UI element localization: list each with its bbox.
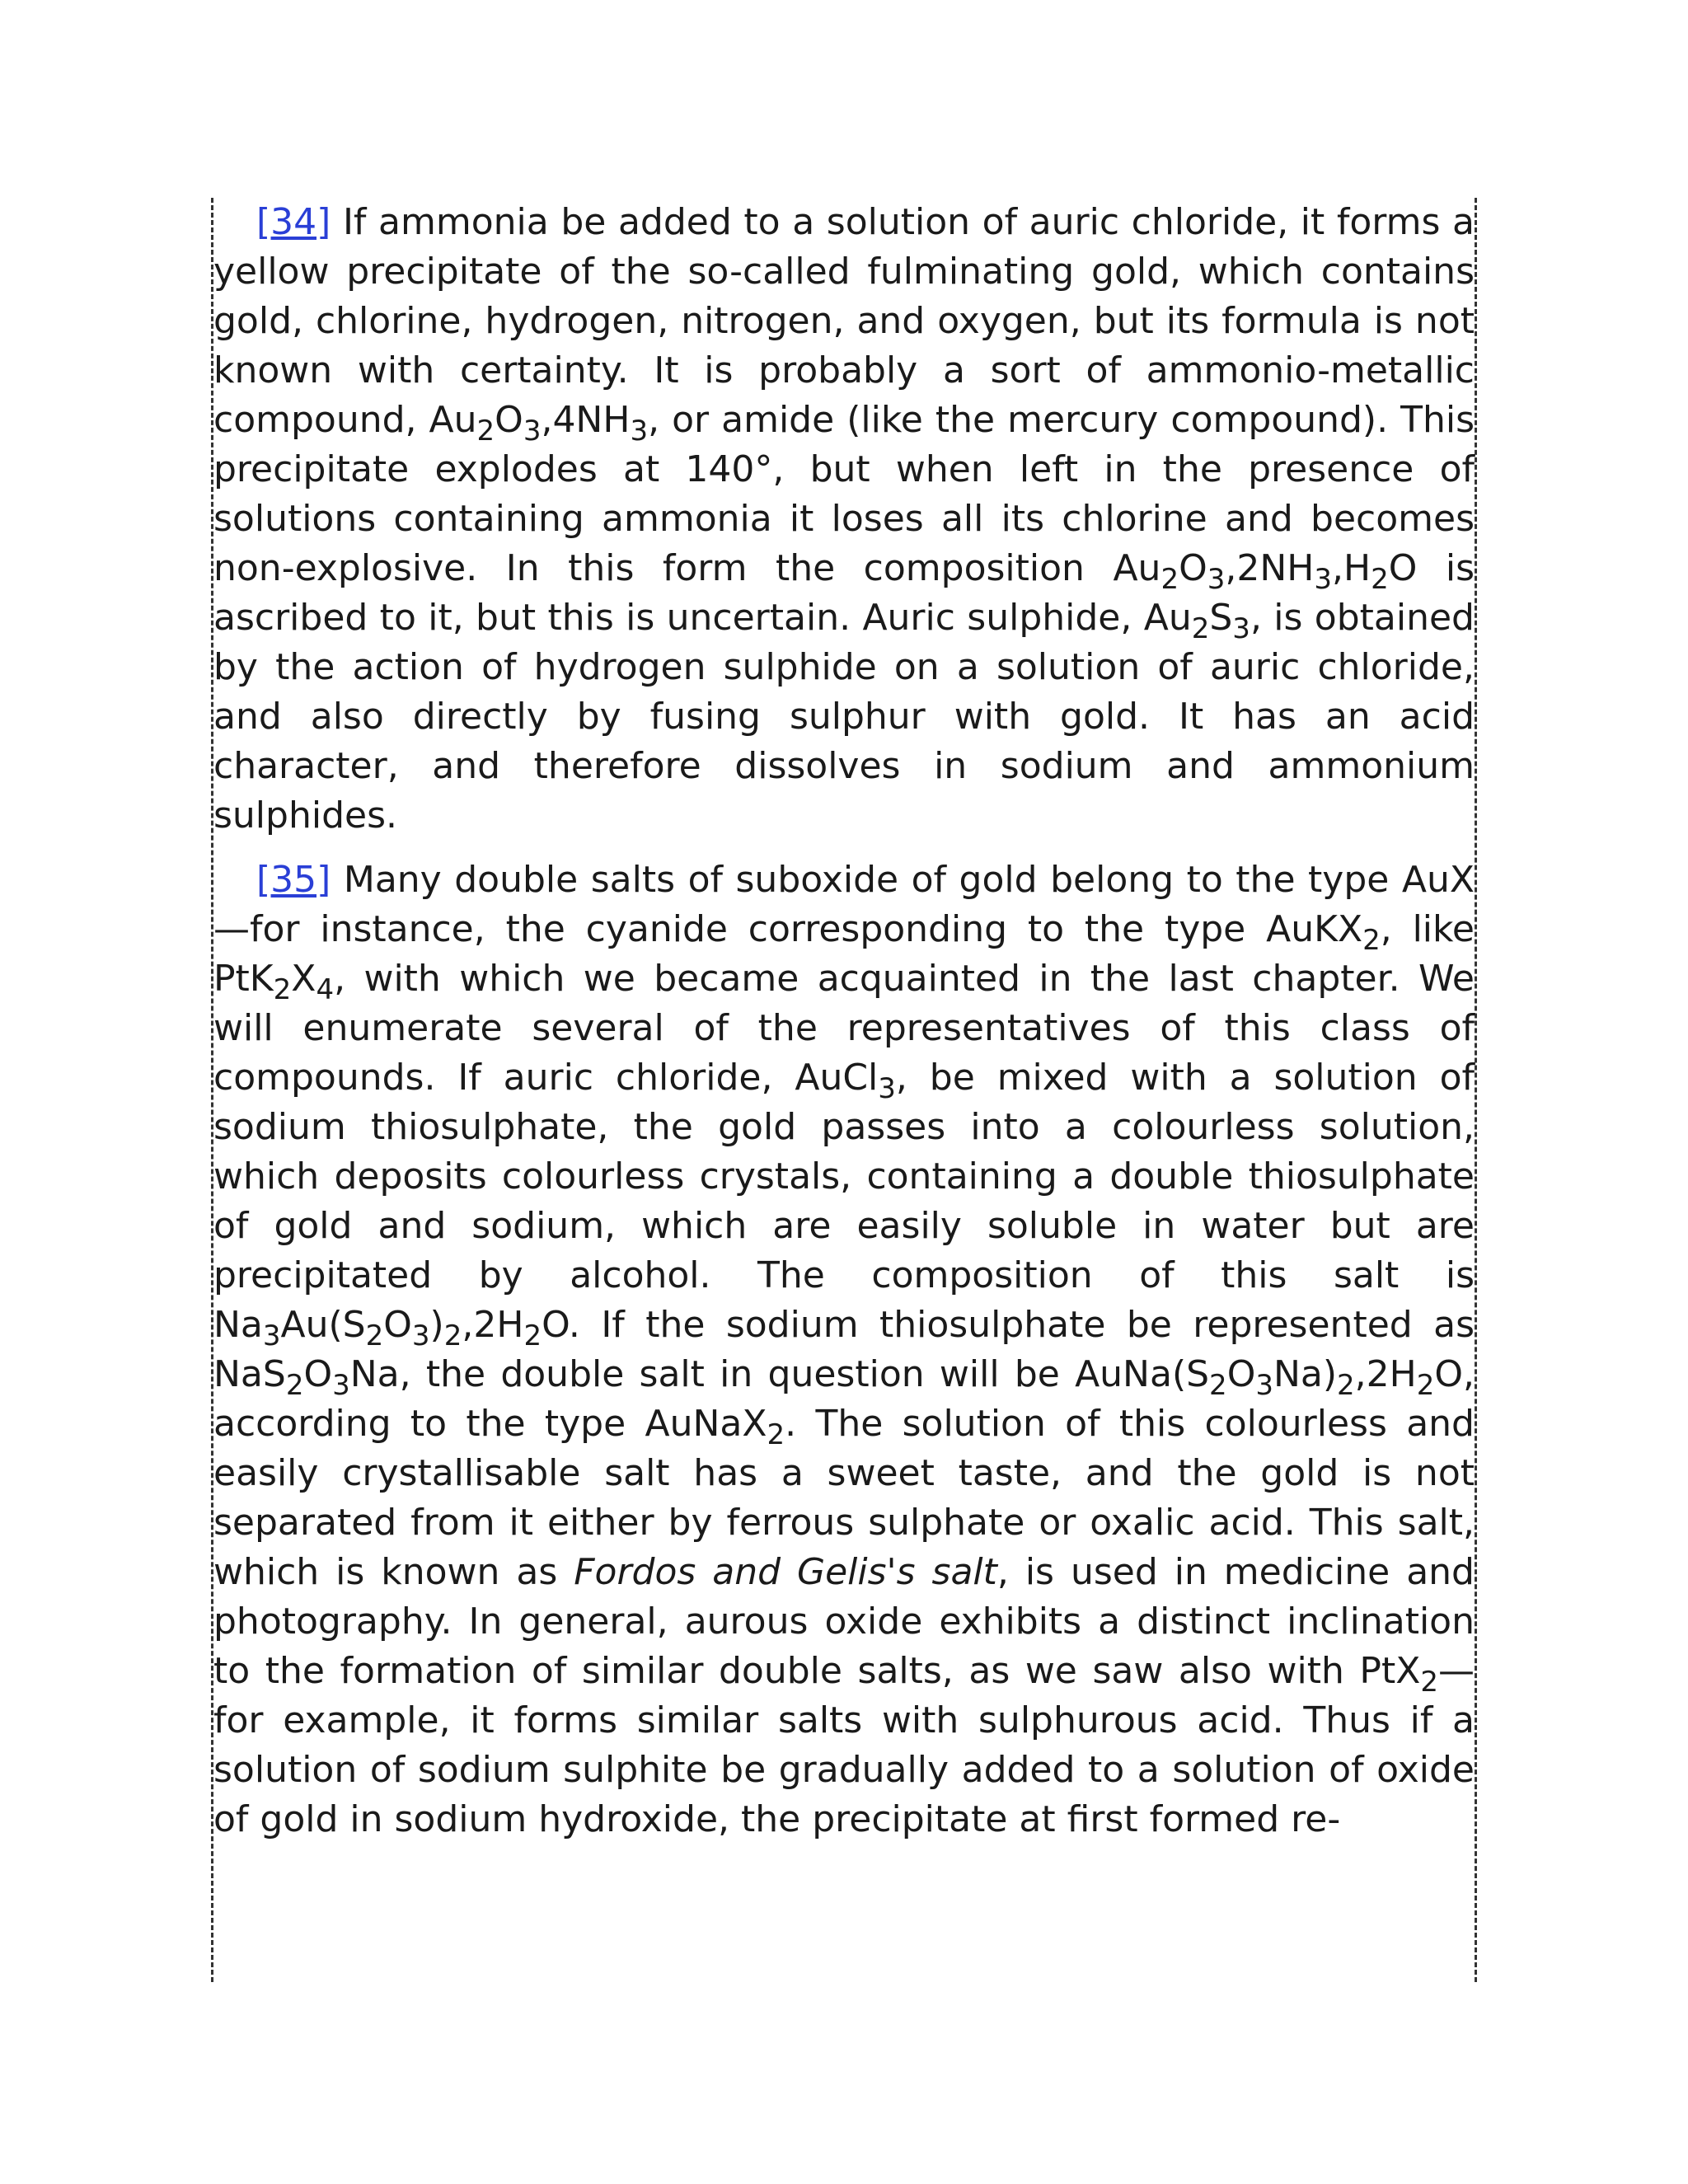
subscript: 3 <box>1255 1369 1273 1402</box>
footnote-35 <box>213 855 1475 1844</box>
footnote-text: O <box>495 399 523 441</box>
subscript: 3 <box>332 1369 350 1402</box>
subscript: 2 <box>1371 563 1389 596</box>
subscript: 2 <box>476 415 495 448</box>
subscript: 3 <box>878 1072 896 1105</box>
footnote-text: Na) <box>1273 1353 1338 1395</box>
footnote-text: , with which we became acquainted in the last chapter. We will enumerate several of the representatives of this class of compounds. If auric chloride, AuCl <box>213 958 1475 1099</box>
footnote-link-35[interactable]: [35] <box>256 859 331 901</box>
footnote-text: Au(S <box>280 1304 366 1346</box>
footnote-text: O is ascribed to it, but this is uncertain. Auric sulphide, Au <box>213 547 1475 639</box>
subscript: 3 <box>523 415 542 448</box>
footnote-text: ,2H <box>1354 1353 1417 1395</box>
subscript: 3 <box>1207 563 1226 596</box>
subscript: 2 <box>767 1418 785 1451</box>
footnote-text: O <box>1179 547 1207 589</box>
subscript: 2 <box>285 1369 304 1402</box>
subscript: 2 <box>1191 612 1210 645</box>
footnote-text: O <box>383 1304 412 1346</box>
footnote-text: S <box>1209 597 1233 639</box>
footnote-text: ,2NH <box>1225 547 1315 589</box>
footnotes-content <box>213 198 1475 1859</box>
subscript: 2 <box>443 1319 462 1352</box>
subscript: 2 <box>1362 924 1381 957</box>
footnote-text: —for example, it forms similar salts with sulphurous acid. Thus if a solution of sodium sulphite be gradually added to a solution of oxide of gold in sodium hydroxide, the precipitate at first formed re- <box>213 1650 1475 1840</box>
footnote-text: O <box>303 1353 333 1395</box>
footnote-text: If ammonia be added to a solution of auric chloride, it forms a yellow precipitate of the so-called fulminating gold, which contains gold, chlorine, hydrogen, nitrogen, and oxygen, but its formula is not known with certainty. It is probably a sort of ammonio-metallic compound, Au <box>213 201 1475 441</box>
footnote-link-34[interactable]: [34] <box>256 201 331 243</box>
salt-name-italic: Fordos and Gelis's salt <box>574 1551 997 1593</box>
subscript: 3 <box>1232 612 1250 645</box>
subscript: 2 <box>273 973 292 1006</box>
subscript: 2 <box>1416 1369 1435 1402</box>
footnote-34 <box>213 198 1475 841</box>
subscript: 2 <box>1337 1369 1355 1402</box>
footnote-text: , is used in medicine and photography. In general, aurous oxide exhibits a distinct inclination to the formation of similar double salts, as we saw also with PtX <box>213 1551 1475 1692</box>
footnote-text: , like PtK <box>213 908 1475 1000</box>
footnote-text: ,H <box>1331 547 1372 589</box>
footnote-text: Na, the double salt in question will be AuNa(S <box>349 1353 1210 1395</box>
subscript: 3 <box>411 1319 430 1352</box>
footnote-text: O, according to the type AuNaX <box>213 1353 1475 1445</box>
subscript: 3 <box>262 1319 281 1352</box>
subscript: 4 <box>316 973 335 1006</box>
footnote-text: O. If the sodium thiosulphate be represented as NaS <box>213 1304 1475 1395</box>
subscript: 3 <box>630 415 649 448</box>
footnote-text: , is obtained by the action of hydrogen sulphide on a solution of auric chloride, and also directly by fusing sulphur with gold. It has an acid character, and therefore dissolves in sodium and ammonium sulphides. <box>213 597 1475 837</box>
footnote-text: Many double salts of suboxide of gold belong to the type AuX—for instance, the cyanide corresponding to the type AuKX <box>213 859 1475 950</box>
footnote-text: ,2H <box>462 1304 524 1346</box>
subscript: 2 <box>1160 563 1179 596</box>
footnote-text: X <box>291 958 316 1000</box>
subscript: 2 <box>523 1319 542 1352</box>
footnote-text: ,4NH <box>541 399 631 441</box>
subscript: 2 <box>1420 1666 1438 1699</box>
subscript: 3 <box>1314 563 1332 596</box>
footnote-text: . The solution of this colourless and easily crystallisable salt has a sweet taste, and the gold is not separated from it either by ferrous sulphate or oxalic acid. This salt, which is known as <box>213 1403 1475 1593</box>
subscript: 2 <box>365 1319 384 1352</box>
footnote-text: ) <box>429 1304 444 1346</box>
footnote-text: , or amide (like the mercury compound). This precipitate explodes at 140°, but when left in the presence of solutions containing ammonia it loses all its chlorine and becomes non-explosive. In this form the composition Au <box>213 399 1475 589</box>
footnote-text: O <box>1226 1353 1256 1395</box>
footnote-text: , be mixed with a solution of sodium thiosulphate, the gold passes into a colourless solution, which deposits colourless crystals, containing a double thiosulphate of gold and sodium, which are easily soluble in water but are precipitated by alcohol. The composition of this salt is Na <box>213 1057 1475 1346</box>
subscript: 2 <box>1209 1369 1227 1402</box>
